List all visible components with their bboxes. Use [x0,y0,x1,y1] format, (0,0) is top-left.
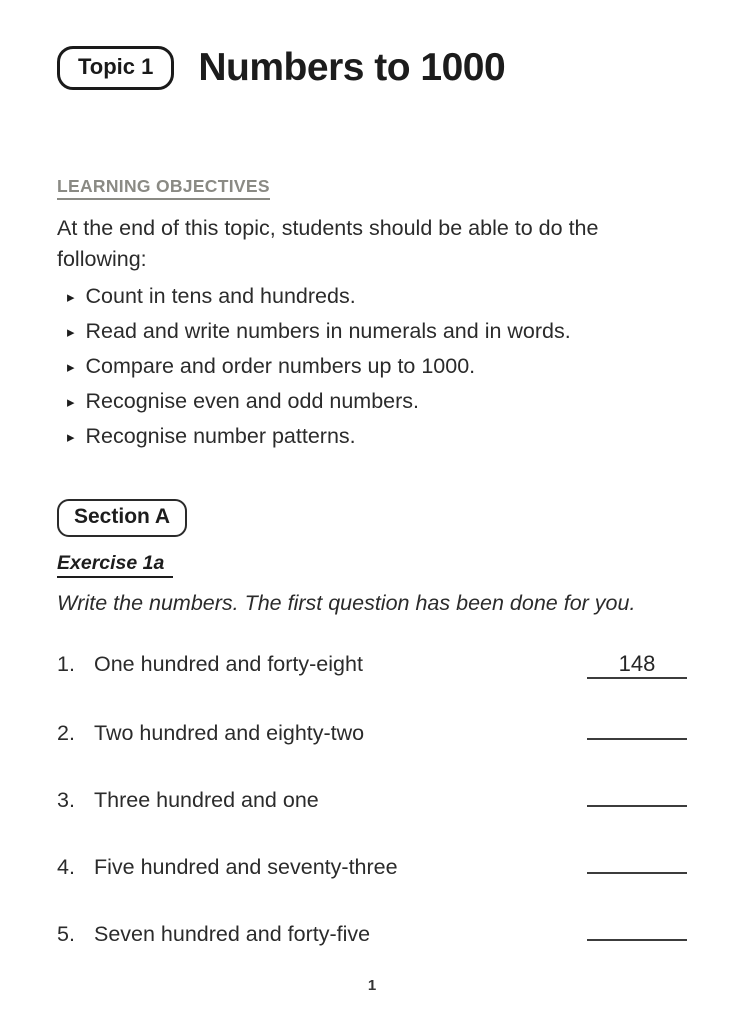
exercise-instruction: Write the numbers. The first question has been done for you. [57,591,636,616]
question-number: 5. [57,922,75,947]
question-number: 3. [57,788,75,813]
objective-item [57,389,687,414]
triangle-bullet-icon: ▸ [67,324,75,342]
objective-text: Recognise even and odd numbers. [85,389,420,414]
answer-line [587,915,687,941]
triangle-bullet-icon: ▸ [67,394,75,412]
question-row [57,714,687,746]
section-a [57,499,687,947]
page-title: Numbers to 1000 [198,46,506,89]
page-number: 1 [367,977,377,994]
question-text: Five hundred and seventy-three [94,855,398,880]
triangle-bullet-icon: ▸ [67,359,75,377]
question-number: 4. [57,855,75,880]
objective-item [57,284,687,309]
question-list [57,651,687,947]
question-text: Seven hundred and forty-five [94,922,371,947]
objective-text: Recognise number patterns. [85,424,356,449]
answer-line [587,781,687,807]
question-text: One hundred and forty-eight [94,652,363,677]
section-badge: Section A [57,499,187,537]
objective-text: Compare and order numbers up to 1000. [85,354,476,379]
answer-line [587,848,687,874]
objective-text: Count in tens and hundreds. [85,284,356,309]
topic-badge: Topic 1 [57,46,174,90]
objective-text: Read and write numbers in numerals and in words. [85,319,571,344]
question-row [57,781,687,813]
page-header [57,46,687,90]
objective-item [57,319,687,344]
answer-line [587,714,687,740]
triangle-bullet-icon: ▸ [67,429,75,447]
question-number: 1. [57,652,75,677]
question-text: Two hundred and eighty-two [94,721,365,746]
exercise-label: Exercise 1a [57,552,173,578]
question-number: 2. [57,721,75,746]
question-row [57,915,687,947]
answer-line: 148 [587,651,687,679]
question-text: Three hundred and one [94,788,319,813]
objectives-intro: At the end of this topic, students should be able to do the following: [57,216,599,271]
objective-item [57,354,687,379]
question-row [57,651,687,679]
learning-objectives-heading: LEARNING OBJECTIVES [57,176,270,200]
objectives-list [57,284,687,449]
objective-item [57,424,687,449]
triangle-bullet-icon: ▸ [67,289,75,307]
learning-objectives-section [57,176,687,449]
question-row [57,848,687,880]
